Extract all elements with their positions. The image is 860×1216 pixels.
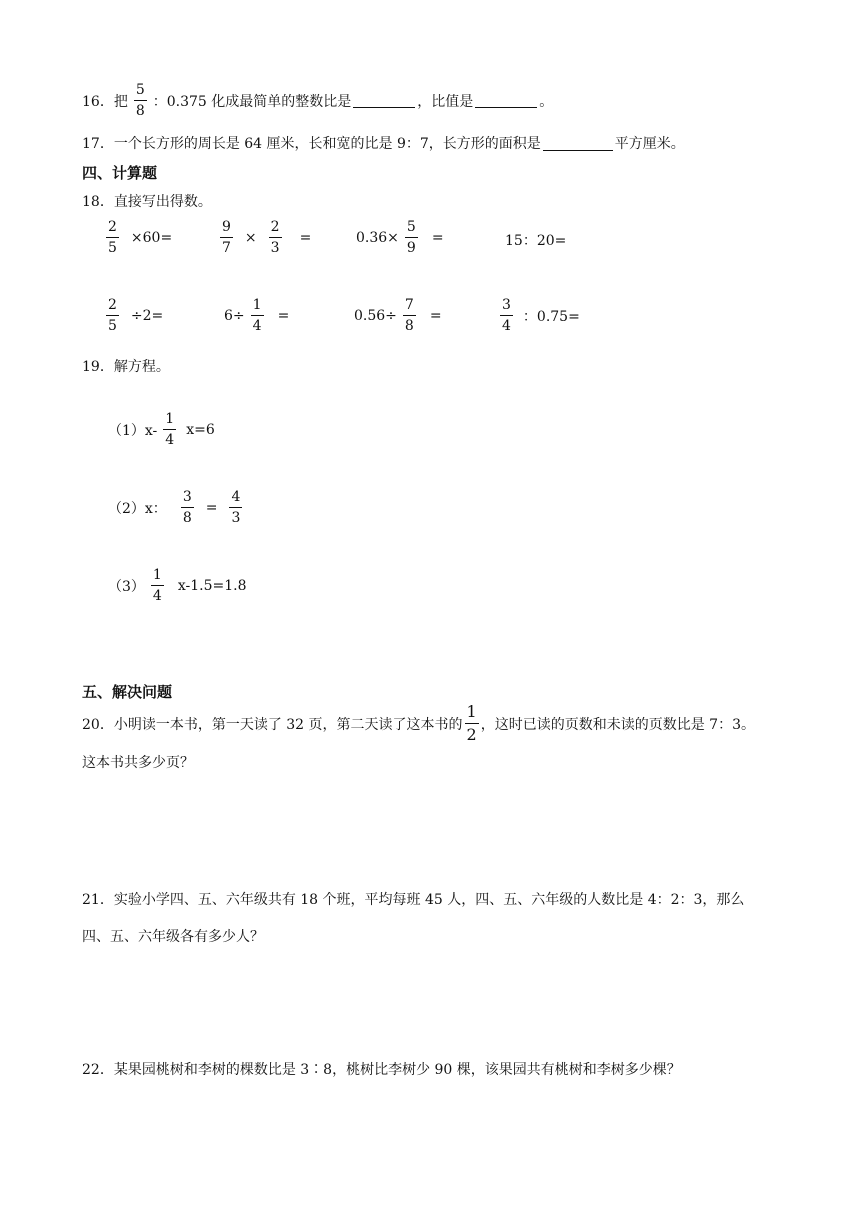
q20-text-1: 20．小明读一本书，第一天读了 32 页，第二天读了这本书的 [82, 716, 463, 733]
section-4-title: 四、计算题 [82, 164, 158, 182]
q18-r2-c3-eq: = [429, 307, 442, 324]
question-17 [82, 133, 685, 153]
q21-line-1: 21．实验小学四、五、六年级共有 18 个班，平均每班 45 人，四、五、六年级的人数比是 4：2：3，那么 [82, 892, 745, 908]
fraction-denominator: 4 [152, 588, 162, 604]
fraction-numerator: 1 [152, 567, 162, 583]
q18-title: 18．直接写出得数。 [82, 194, 212, 210]
fraction-denominator: 2 [466, 725, 477, 744]
q16-text-1: ：0.375 化成最简单的整数比是 [152, 93, 352, 110]
q18-r2-c4-after: ：0.75= [522, 308, 580, 325]
fraction-numerator: 2 [270, 219, 280, 235]
question-20 [82, 704, 755, 743]
q16-text-3: 。 [539, 93, 554, 110]
fraction-numerator: 1 [466, 702, 477, 721]
fraction-denominator: 4 [502, 318, 511, 334]
fraction-numerator: 7 [404, 297, 414, 313]
q19-e2-eq: = [205, 499, 218, 516]
q16-number: 16．把 [82, 93, 128, 110]
fraction-denominator: 4 [165, 432, 175, 448]
fraction-numerator: 1 [165, 411, 175, 427]
q18-r2-c3-before: 0.56÷ [354, 307, 397, 324]
q18-r1-c4 [505, 230, 566, 250]
fraction-numerator: 5 [135, 82, 145, 98]
fraction-denominator: 5 [108, 318, 117, 334]
fraction-numerator: 3 [182, 489, 192, 505]
fraction-numerator: 2 [108, 219, 117, 235]
q21-line-2: 四、五、六年级各有多少人？ [82, 929, 264, 945]
q18-r1-c1-op: ×60= [130, 229, 173, 246]
q16-text-2: ，比值是 [417, 93, 474, 110]
q16-answer-blank-2[interactable] [475, 93, 537, 108]
fraction-numerator: 2 [108, 297, 117, 313]
q16-answer-blank-1[interactable] [353, 93, 415, 108]
fraction-denominator: 9 [406, 240, 416, 256]
q16-fraction [134, 83, 147, 118]
q18-r2-c2-eq: = [277, 307, 290, 324]
q17-text-1: 17．一个长方形的周长是 64 厘米，长和宽的比是 9：7，长方形的面积是 [82, 136, 541, 152]
q19-e3-after: x-1.5=1.8 [177, 577, 247, 594]
q18-r1-c2-op: × [244, 229, 257, 246]
fraction-denominator: 8 [182, 510, 192, 526]
fraction-denominator: 8 [404, 318, 414, 334]
section-5-title: 五、解决问题 [82, 683, 173, 701]
q18-r1-c3 [356, 220, 444, 255]
q20-text-2: ，这时已读的页数和未读的页数比是 7：3。 [480, 716, 755, 733]
q19-e3-before: （3） [108, 578, 145, 595]
fraction-denominator: 3 [231, 510, 241, 526]
q18-r1-c3-eq: = [431, 229, 444, 246]
q19-e1-after: x=6 [186, 421, 215, 438]
fraction-numerator: 5 [406, 219, 416, 235]
fraction-denominator: 7 [222, 240, 231, 256]
q19-equation-3 [108, 568, 246, 603]
question-16 [82, 83, 553, 118]
fraction-numerator: 4 [231, 489, 241, 505]
q18-r1-c2 [214, 220, 311, 255]
fraction-numerator: 3 [502, 297, 511, 313]
fraction-denominator: 5 [108, 240, 117, 256]
fraction-numerator: 1 [252, 297, 262, 313]
q19-e1-before: （1）x- [108, 422, 158, 439]
q22-line-1: 22．某果园桃树和李树的棵数比是 3∶8，桃树比李树少 90 棵，该果园共有桃树和李树多少棵？ [82, 1062, 681, 1078]
q18-r2-c3 [354, 298, 442, 333]
q18-r1-c3-before: 0.36× [356, 229, 399, 246]
q18-r2-c1-op: ÷2= [130, 307, 164, 324]
q18-r2-c2 [224, 298, 289, 333]
fraction-numerator: 9 [222, 219, 231, 235]
fraction-denominator: 4 [252, 318, 262, 334]
q17-text-2: 平方厘米。 [614, 136, 685, 152]
q18-r2-c1 [100, 298, 163, 333]
q19-equation-2 [108, 490, 248, 525]
q18-r1-c1 [100, 220, 172, 255]
q17-answer-blank[interactable] [543, 136, 613, 151]
q18-r1-c4-text: 15：20= [505, 233, 567, 249]
q19-e2-before: （2）x： [108, 500, 167, 517]
q18-r2-c2-before: 6÷ [224, 307, 245, 324]
q18-r1-c2-eq: = [299, 229, 312, 246]
q20-line-2: 这本书共多少页？ [82, 755, 194, 771]
q19-title: 19．解方程。 [82, 359, 170, 375]
q18-r2-c4 [494, 298, 580, 333]
fraction-denominator: 8 [135, 103, 145, 119]
q19-equation-1 [108, 412, 215, 447]
fraction-denominator: 3 [270, 240, 280, 256]
